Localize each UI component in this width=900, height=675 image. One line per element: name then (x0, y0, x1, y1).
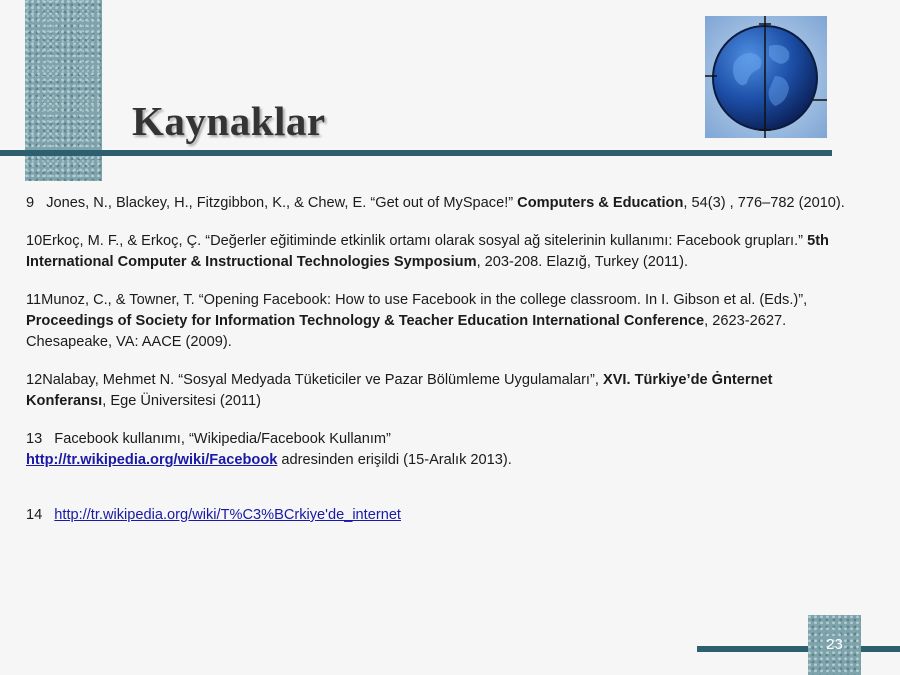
reference-text: Facebook kullanımı, “Wikipedia/Facebook Kullanım” (54, 431, 391, 447)
reference-item (26, 290, 856, 353)
reference-item (26, 370, 856, 412)
reference-item (26, 429, 856, 471)
reference-number: 12 (26, 372, 43, 388)
reference-details: , Ege Üniversitesi (2011) (102, 393, 261, 409)
page-title: Kaynaklar (132, 98, 326, 144)
reference-number: 9 (26, 195, 35, 211)
reference-details: adresinden erişildi (15-Aralık 2013). (277, 452, 512, 468)
reference-details: , 2623-2627. Chesapeake, VA: AACE (2009). (26, 313, 787, 350)
reference-details: , 203-208. Elazığ, Turkey (2011). (476, 254, 689, 270)
reference-link[interactable]: http://tr.wikipedia.org/wiki/T%C3%BCrkiye'de_internet (54, 507, 401, 523)
reference-text: Jones, N., Blackey, H., Fitzgibbon, K., & Chew, E. “Get out of MySpace!” (46, 195, 514, 211)
footer-divider (697, 646, 900, 652)
reference-number: 11 (26, 292, 42, 308)
title-divider (0, 150, 832, 156)
reference-details: , 54(3) , 776–782 (2010). (683, 195, 845, 211)
reference-link[interactable]: http://tr.wikipedia.org/wiki/Facebook (26, 452, 278, 468)
reference-number: 14 (26, 507, 43, 523)
reference-source: Computers & Education (517, 195, 684, 211)
reference-list (26, 193, 856, 543)
reference-number: 13 (26, 431, 43, 447)
reference-item (26, 231, 856, 273)
reference-text: Munoz, C., & Towner, T. “Opening Facebook: How to use Facebook in the college classroom. In I. Gibson et al. (Eds.)”, (41, 292, 808, 308)
reference-source: Proceedings of Society for Information Technology & Teacher Education International Conference (26, 313, 705, 329)
reference-item (26, 193, 856, 214)
reference-source: 5th International Computer & Instructional Technologies Symposium (26, 233, 829, 270)
globe-crosshair-image (705, 16, 827, 138)
reference-number: 10 (26, 233, 43, 249)
reference-source: XVI. Türkiye’de Ġnternet Konferansı (26, 372, 773, 409)
reference-text: Nalabay, Mehmet N. “Sosyal Medyada Tüketiciler ve Pazar Bölümleme Uygulamaları”, (42, 372, 599, 388)
page-number: 23 (826, 636, 843, 653)
globe-icon (705, 16, 827, 138)
reference-text: Erkoç, M. F., & Erkoç, Ç. “Değerler eğitiminde etkinlik ortamı olarak sosyal ağ sitelerinin kullanımı: Facebook grupları.” (42, 233, 804, 249)
reference-item (26, 505, 856, 526)
